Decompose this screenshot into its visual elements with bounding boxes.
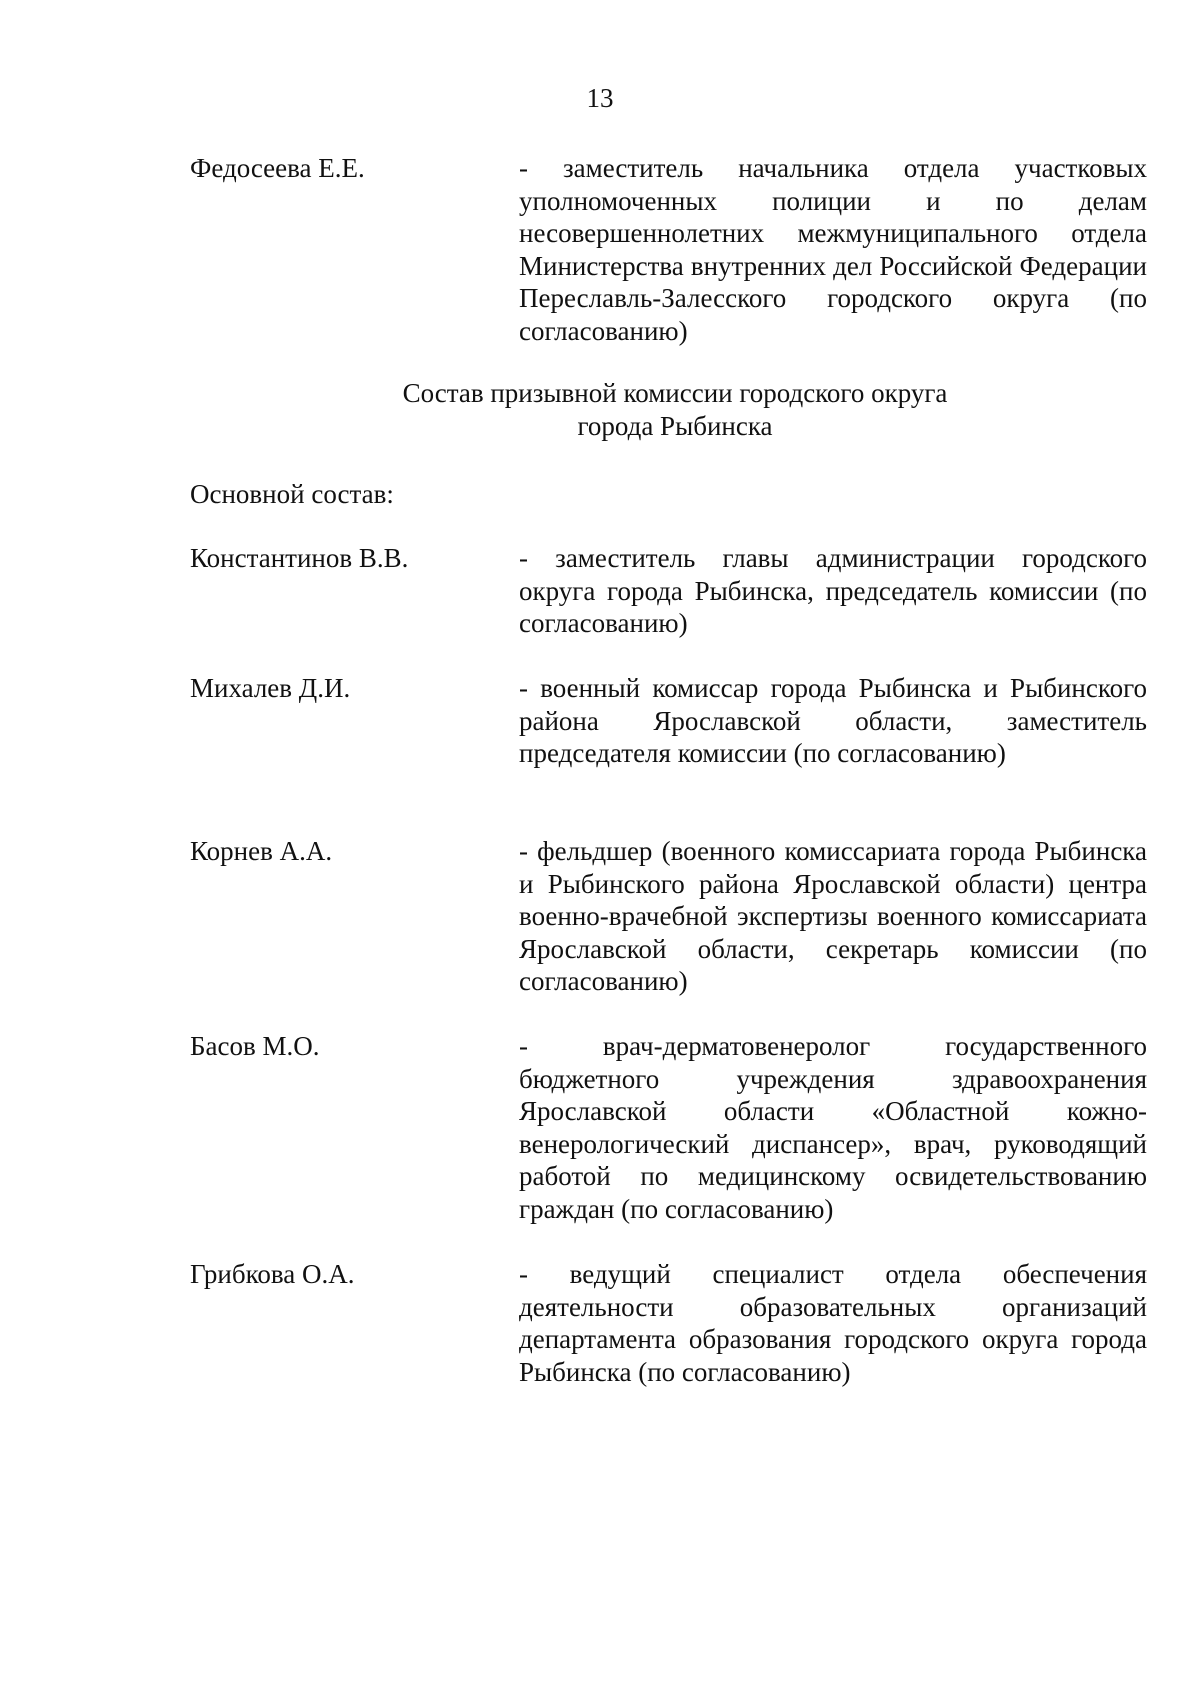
member-name: Константинов В.В.	[190, 543, 409, 573]
section-heading-line1: Состав призывной комиссии городского округа	[402, 378, 948, 408]
member-name: Басов М.О.	[190, 1031, 320, 1061]
member-name: Грибкова О.А.	[190, 1259, 355, 1289]
member-name: Федосеева Е.Е.	[190, 153, 365, 183]
section-heading-line2: города Рыбинска	[577, 410, 773, 441]
section-heading	[0, 377, 1200, 442]
member-position: - заместитель главы администрации городского округа города Рыбинска, председатель комиссии (по согласованию)	[519, 543, 1147, 638]
member-position: - заместитель начальника отдела участковых уполномоченных полиции и по делам несовершеннолетних межмуниципального отдела Министерства внутренних дел Российской Федерации Переславль-Залесского городского округа (по согласованию)	[519, 153, 1147, 346]
member-position: - врач-дерматовенеролог государственного бюджетного учреждения здравоохранения Ярославской области «Областной кожно-венерологический диспансер», врач, руководящий работой по медицинскому освидетельствованию граждан (по согласованию)	[519, 1031, 1147, 1224]
member-name: Корнев А.А.	[190, 836, 333, 866]
member-position: - фельдшер (военного комиссариата города Рыбинска и Рыбинского района Ярославской области) центра военно-врачебной экспертизы военного комиссариата Ярославской области, секретарь комиссии (по согласованию)	[519, 836, 1147, 996]
page-number: 13	[586, 83, 614, 113]
member-position: - военный комиссар города Рыбинска и Рыбинского района Ярославской области, заместитель председателя комиссии (по согласованию)	[519, 673, 1147, 768]
subsection-label: Основной состав:	[190, 479, 394, 509]
member-position: - ведущий специалист отдела обеспечения деятельности образовательных организаций департамента образования городского округа города Рыбинска (по согласованию)	[519, 1259, 1147, 1387]
member-name: Михалев Д.И.	[190, 673, 351, 703]
